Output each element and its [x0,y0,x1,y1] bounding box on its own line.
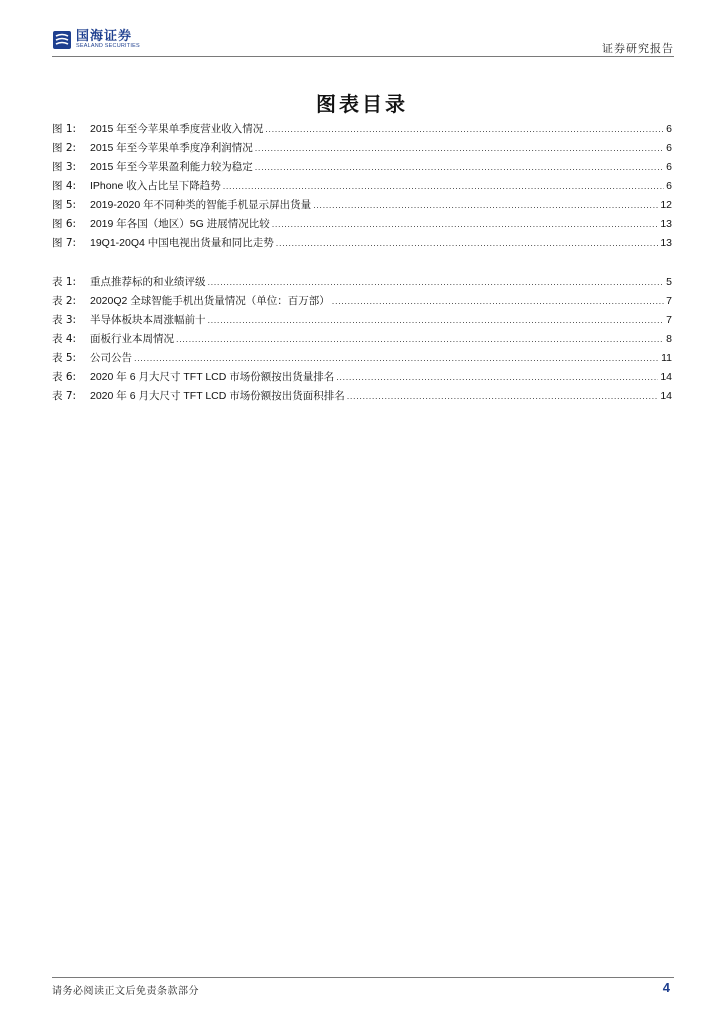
dot-leader [223,182,664,191]
figure-list [52,121,672,254]
entry-prefix: 图 5: [52,199,77,211]
table-entry[interactable] [52,388,672,407]
dot-leader [255,144,664,153]
dot-leader [336,373,658,382]
entry-page-number: 11 [661,352,672,364]
dot-leader [134,354,659,363]
footer-disclaimer: 请务必阅读正文后免责条款部分 [52,986,199,997]
entry-title: 2019-2020 年不同种类的智能手机显示屏出货量 [90,199,312,211]
entry-title: 2019 年各国（地区）5G 进展情况比较 [90,218,270,230]
figure-entry[interactable] [52,235,672,254]
entry-prefix: 图 7: [52,237,77,249]
page-header [52,30,674,56]
entry-title: 2015 年至今苹果盈利能力较为稳定 [90,161,253,173]
entry-prefix: 表 3: [52,314,77,326]
entry-page-number: 12 [660,199,672,211]
entry-prefix: 图 4: [52,180,77,192]
entry-page-number: 6 [666,123,672,135]
dot-leader [208,278,665,287]
entry-title: 半导体板块本周涨幅前十 [90,314,206,326]
entry-prefix: 图 1: [52,123,77,135]
entry-page-number: 6 [666,180,672,192]
dot-leader [176,335,664,344]
entry-page-number: 6 [666,161,672,173]
entry-title: 2020 年 6 月大尺寸 TFT LCD 市场份额按出货量排名 [90,371,335,383]
entry-prefix: 表 7: [52,390,77,402]
entry-prefix: 表 5: [52,352,77,364]
dot-leader [272,220,659,229]
entry-title: 2015 年至今苹果单季度营业收入情况 [90,123,264,135]
table-entry[interactable] [52,369,672,388]
entry-page-number: 13 [660,218,672,230]
entry-prefix: 表 4: [52,333,77,345]
entry-title: 2020Q2 全球智能手机出货量情况（单位：百万部） [90,295,330,307]
entry-page-number: 6 [666,142,672,154]
entry-page-number: 7 [666,295,672,307]
logo-chinese-name: 国海证券 [76,29,133,45]
entry-page-number: 14 [660,371,672,383]
table-entry[interactable] [52,274,672,293]
dot-leader [332,297,664,306]
entry-prefix: 图 2: [52,142,77,154]
entry-page-number: 14 [660,390,672,402]
entry-prefix: 表 1: [52,276,77,288]
table-list [52,274,672,407]
entry-title: IPhone 收入占比呈下降趋势 [90,180,221,192]
figure-entry[interactable] [52,159,672,178]
table-entry[interactable] [52,293,672,312]
dot-leader [313,201,658,210]
figure-entry[interactable] [52,178,672,197]
dot-leader [347,392,659,401]
footer-divider [52,977,674,978]
page-title: 图表目录 [316,92,408,116]
figure-entry[interactable] [52,140,672,159]
entry-prefix: 表 6: [52,371,77,383]
header-divider [52,56,674,57]
sealand-logo-icon [52,30,72,50]
entry-title: 19Q1-20Q4 中国电视出货量和同比走势 [90,237,274,249]
company-logo [52,30,140,50]
entry-prefix: 图 6: [52,218,77,230]
entry-page-number: 8 [666,333,672,345]
logo-english-name: SEALAND SECURITIES [76,43,140,50]
entry-title: 重点推荐标的和业绩评级 [90,276,206,288]
entry-title: 面板行业本周情况 [90,333,174,345]
table-entry[interactable] [52,350,672,369]
dot-leader [208,316,665,325]
figure-entry[interactable] [52,121,672,140]
table-entry[interactable] [52,331,672,350]
dot-leader [265,125,664,134]
page-number: 4 [662,980,670,995]
figure-entry[interactable] [52,197,672,216]
entry-page-number: 13 [660,237,672,249]
entry-title: 公司公告 [90,352,132,364]
dot-leader [255,163,664,172]
entry-prefix: 图 3: [52,161,77,173]
entry-page-number: 7 [666,314,672,326]
report-type-label: 证券研究报告 [602,42,674,55]
entry-title: 2015 年至今苹果单季度净利润情况 [90,142,253,154]
entry-title: 2020 年 6 月大尺寸 TFT LCD 市场份额按出货面积排名 [90,390,345,402]
entry-page-number: 5 [666,276,672,288]
figure-entry[interactable] [52,216,672,235]
table-entry[interactable] [52,312,672,331]
dot-leader [276,239,659,248]
entry-prefix: 表 2: [52,295,77,307]
